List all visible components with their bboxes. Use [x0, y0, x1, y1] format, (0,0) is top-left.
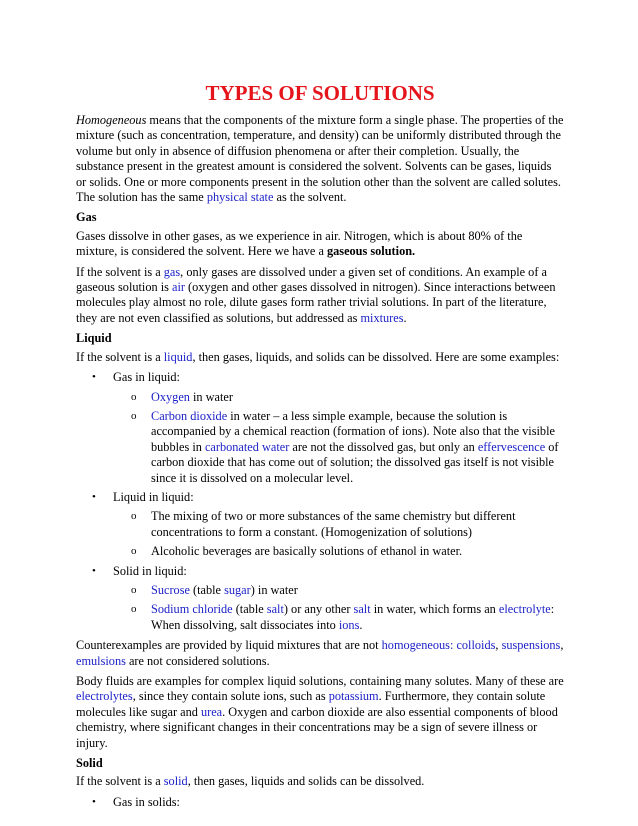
liquid-in-liquid-sublist	[113, 509, 564, 559]
link-air[interactable]: air	[172, 280, 185, 295]
page-title: TYPES OF SOLUTIONS	[205, 81, 435, 105]
bullet-icon: •	[92, 371, 96, 384]
list-item-solid-in-liquid: • Solid in liquid: o Sucrose (table sugar) in water o Sodium chloride (table salt) or any other salt in water, which forms an electrolyte: When dissolving, salt dissociates into ions.	[76, 564, 564, 634]
sub-bullet-icon: o	[131, 583, 137, 596]
gaseous-solution-term: gaseous solution.	[326, 244, 416, 259]
section-heading-solid: Solid	[76, 756, 103, 771]
bullet-icon: •	[92, 564, 96, 577]
section-heading-liquid: Liquid	[76, 331, 112, 346]
link-sucrose[interactable]: Sucrose	[151, 582, 190, 597]
link-potassium[interactable]: potassium	[328, 689, 379, 704]
link-salt-2[interactable]: salt	[353, 602, 371, 617]
link-effervescence[interactable]: effervescence	[477, 439, 546, 454]
list-item-sodium-chloride: o Sodium chloride (table salt) or any other salt in water, which forms an electrolyte: When dissolving, salt dissociates into ions.	[131, 602, 555, 632]
list-item-carbon-dioxide: o Carbon dioxide in water – a less simple example, because the solution is accompanied by a chemical reaction (formation of ions). Note also that the visible bubbles in carbonated water are not the dissolved gas, but only an effervescence of carbon dioxide that has come out of solution; the dissolved gas itself is not visible since it is dissolved on a molecular level.	[131, 408, 559, 485]
link-salt[interactable]: salt	[266, 602, 284, 617]
liquid-paragraph-1: If the solvent is a liquid, then gases, liquids, and solids can be dissolved. Here are some examples:	[76, 349, 560, 364]
liquid-examples-list	[76, 370, 564, 633]
homogeneous-term: Homogeneous	[76, 113, 147, 127]
gas-in-liquid-sublist	[113, 390, 564, 486]
list-item-gas-in-solids: • Gas in solids:	[92, 794, 180, 809]
list-item-gas-in-liquid: • Gas in liquid: o Oxygen in water o Carbon dioxide in water – a less simple example, because the solution is accompanied by a chemical reaction (formation of ions). Note also that the visible bubbles in carbonated water are not the dissolved gas, but only an effervescence of carbon dioxide that has come out of solution; the dissolved gas itself is not visible since it is dissolved on a molecular level.	[76, 370, 564, 486]
bullet-icon: •	[92, 490, 96, 503]
sub-bullet-icon: o	[131, 510, 137, 523]
list-item-liquid-in-liquid: • Liquid in liquid: o The mixing of two or more substances of the same chemistry but different concentrations to form a constant. (Homogenization of solutions) o Alcoholic beverages are basically solutions of ethanol in water.	[76, 490, 564, 560]
link-sodium-chloride[interactable]: Sodium chloride	[151, 602, 233, 617]
link-electrolyte[interactable]: electrolyte	[498, 602, 551, 617]
solid-paragraph-1: If the solvent is a solid, then gases, liquids and solids can be dissolved.	[76, 774, 425, 789]
sub-bullet-icon: o	[131, 390, 137, 403]
link-oxygen[interactable]: Oxygen	[151, 389, 190, 404]
link-homogeneous[interactable]: homogeneous	[381, 638, 450, 653]
link-physical-state[interactable]: physical state	[206, 190, 274, 205]
link-carbon-dioxide[interactable]: Carbon dioxide	[151, 408, 228, 423]
link-sugar[interactable]: sugar	[224, 582, 251, 597]
gas-paragraph-1: Gases dissolve in other gases, as we experience in air. Nitrogen, which is about 80% of the mixture, is considered the solvent. Here we have a gaseous solution.	[76, 228, 523, 259]
section-heading-gas: Gas	[76, 210, 97, 225]
link-ions[interactable]: ions	[338, 617, 360, 632]
solid-in-liquid-sublist	[113, 583, 564, 633]
counterexamples-paragraph: Counterexamples are provided by liquid mixtures that are not homogeneous: colloids, suspensions, emulsions are not considered solutions.	[76, 638, 564, 668]
link-gas[interactable]: gas	[163, 264, 181, 279]
list-item-oxygen: o Oxygen in water	[131, 389, 233, 404]
link-emulsions[interactable]: emulsions	[76, 653, 126, 668]
solid-examples-list	[76, 795, 564, 810]
list-item-alcoholic-beverages: o Alcoholic beverages are basically solutions of ethanol in water.	[131, 544, 463, 559]
gas-paragraph-2: If the solvent is a gas, only gases are dissolved under a given set of conditions. An example of a gaseous solution is air (oxygen and other gases dissolved in nitrogen). Since interactions between molecules play almost no role, dilute gases form rather trivial solutions. In part of the literature, they are not even classified as solutions, but addressed as mixtures.	[76, 264, 556, 325]
intro-paragraph: Homogeneous means that the components of the mixture form a single phase. The properties of the mixture (such as concentration, temperature, and density) can be uniformly distributed through the volume but only in absence of diffusion phenomena or after their completion. Usually, the substance present in the greatest amount is considered the solvent. Solvents can be gases, liquids or solids. One or more components present in the solution other than the solvent are called solutes. The solution has the same physical state as the solvent.	[76, 113, 564, 205]
sub-bullet-icon: o	[131, 603, 137, 616]
sub-bullet-icon: o	[131, 409, 137, 422]
link-solid[interactable]: solid	[163, 774, 188, 789]
list-item-sucrose: o Sucrose (table sugar) in water	[131, 582, 298, 597]
link-suspensions[interactable]: suspensions	[501, 638, 561, 653]
link-colloids[interactable]: colloids	[456, 638, 496, 653]
link-liquid[interactable]: liquid	[163, 349, 193, 364]
bullet-icon: •	[92, 795, 96, 808]
link-carbonated-water[interactable]: carbonated water	[204, 439, 290, 454]
link-urea[interactable]: urea	[200, 704, 223, 719]
sub-bullet-icon: o	[131, 545, 137, 558]
link-electrolytes[interactable]: electrolytes	[76, 689, 133, 704]
list-item-mixing: o The mixing of two or more substances of the same chemistry but different concentrations to form a constant. (Homogenization of solutions)	[131, 509, 516, 539]
link-mixtures[interactable]: mixtures	[360, 310, 404, 325]
body-fluids-paragraph: Body fluids are examples for complex liquid solutions, containing many solutes. Many of these are electrolytes, since they contain solute ions, such as potassium. Furthermore, they contain solute molecules like sugar and urea. Oxygen and carbon dioxide are also essential components of blood chemistry, where significant changes in their concentrations may be a sign of severe illness or injury.	[76, 674, 564, 750]
